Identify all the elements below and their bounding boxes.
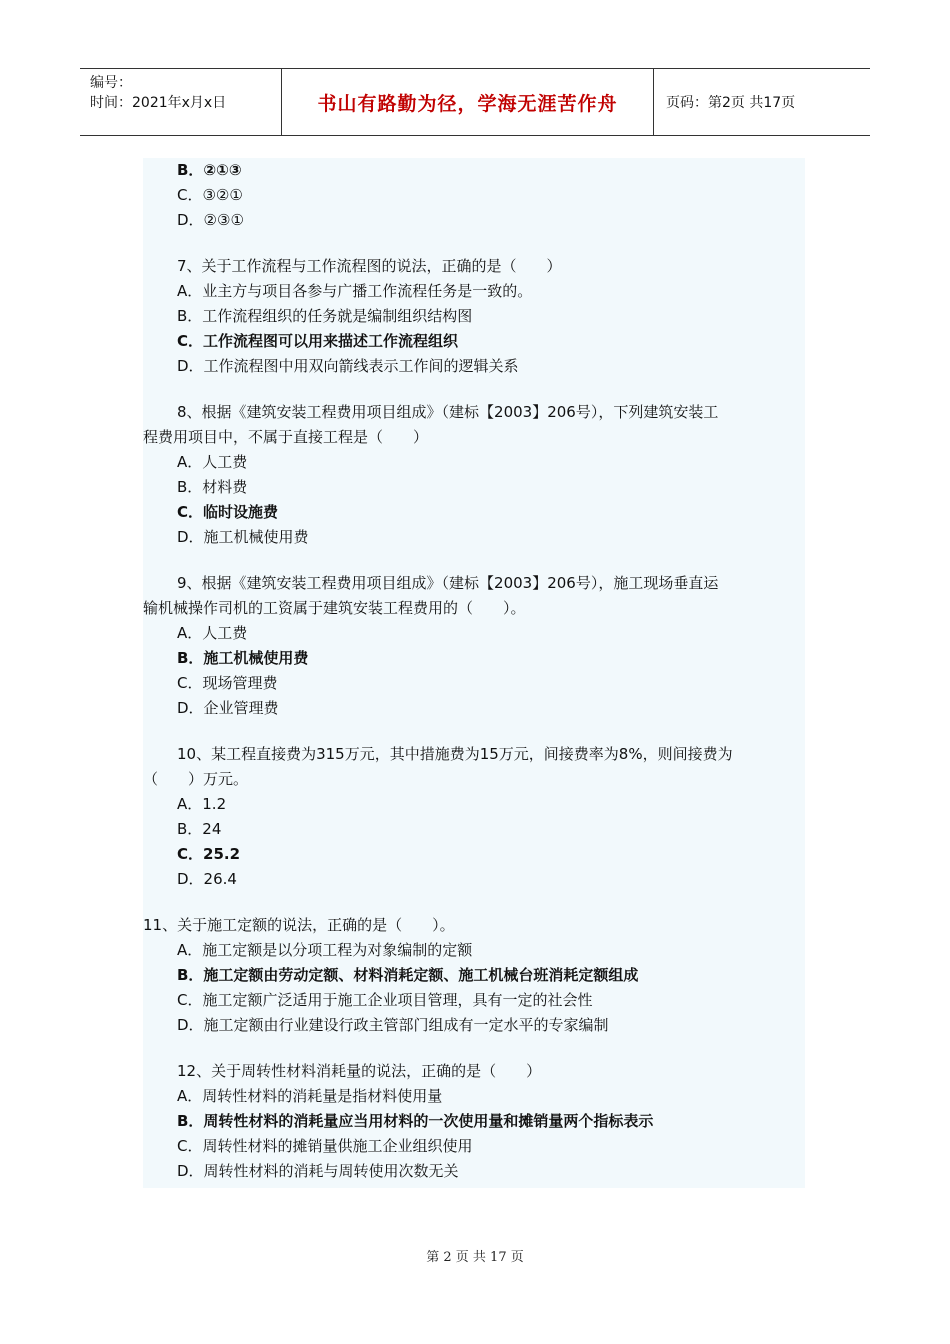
answer-option: B．施工机械使用费 [177,649,309,667]
document-date: 时间：2021年x月x日 [90,95,227,111]
question-block [143,254,805,379]
answer-option: A．周转性材料的消耗量是指材料使用量 [177,1087,443,1105]
answer-option: C．周转性材料的摊销量供施工企业组织使用 [177,1137,473,1155]
answer-option: A．1.2 [177,795,227,813]
question-text: 9、根据《建筑安装工程费用项目组成》（建标【2003】206号），施工现场垂直运 [177,574,719,592]
answer-option: B．②①③ [177,161,242,179]
answer-option: C．③②① [177,186,243,204]
answer-option: D．26.4 [177,870,237,888]
answer-option: B．工作流程组织的任务就是编制组织结构图 [177,307,473,325]
question-block [143,158,805,233]
question-block [143,1059,805,1184]
question-block [143,742,805,892]
answer-option: C．施工定额广泛适用于施工企业项目管理，具有一定的社会性 [177,991,593,1009]
answer-option: D．企业管理费 [177,699,279,717]
question-block [143,400,805,550]
answer-option: D．②③① [177,211,244,229]
question-text: 输机械操作司机的工资属于建筑安装工程费用的（ ）。 [143,599,526,617]
header-motto: 书山有路勤为径，学海无涯苦作舟 [317,92,618,115]
question-text: 10、某工程直接费为315万元，其中措施费为15万元，间接费率为8%，则间接费为 [177,745,733,763]
answer-option: B．材料费 [177,478,248,496]
answer-option: D．施工机械使用费 [177,528,309,546]
question-text: 程费用项目中，不属于直接工程是（ ） [143,428,429,446]
page-info-text: 页码：第2页 共17页 [666,95,796,111]
answer-option: D．工作流程图中用双向箭线表示工作间的逻辑关系 [177,357,519,375]
answer-option: A．业主方与项目各参与广播工作流程任务是一致的。 [177,282,533,300]
answer-option: A．人工费 [177,453,248,471]
page-footer: 第 2 页 共 17 页 [426,1250,524,1265]
answer-option: C．工作流程图可以用来描述工作流程组织 [177,332,459,350]
question-gap [143,721,805,742]
header-motto-cell [282,69,654,135]
question-text: 7、关于工作流程与工作流程图的说法，正确的是（ ） [177,257,562,275]
document-number: 编号： [90,75,132,91]
question-gap [143,233,805,254]
question-block [143,913,805,1038]
answer-option: A．人工费 [177,624,248,642]
page-header [80,68,870,136]
question-text: 12、关于周转性材料消耗量的说法，正确的是（ ） [177,1062,542,1080]
answer-option: B．施工定额由劳动定额、材料消耗定额、施工机械台班消耗定额组成 [177,966,639,984]
answer-option: A．施工定额是以分项工程为对象编制的定额 [177,941,473,959]
question-gap [143,550,805,571]
question-block [143,571,805,721]
question-gap [143,892,805,913]
header-page-info [654,69,870,135]
answer-option: D．施工定额由行业建设行政主管部门组成有一定水平的专家编制 [177,1016,609,1034]
answer-option: C．25.2 [177,845,241,863]
question-gap [143,379,805,400]
question-text: 11、关于施工定额的说法，正确的是（ ）。 [143,916,455,934]
question-text: （ ）万元。 [143,770,249,788]
answer-option: C．现场管理费 [177,674,278,692]
answer-option: D．周转性材料的消耗与周转使用次数无关 [177,1162,459,1180]
answer-option: B．24 [177,820,222,838]
answer-option: B．周转性材料的消耗量应当用材料的一次使用量和摊销量两个指标表示 [177,1112,654,1130]
question-text: 8、根据《建筑安装工程费用项目组成》（建标【2003】206号），下列建筑安装工 [177,403,719,421]
question-content [143,158,805,1188]
question-gap [143,1038,805,1059]
header-meta [80,69,282,135]
answer-option: C．临时设施费 [177,503,279,521]
